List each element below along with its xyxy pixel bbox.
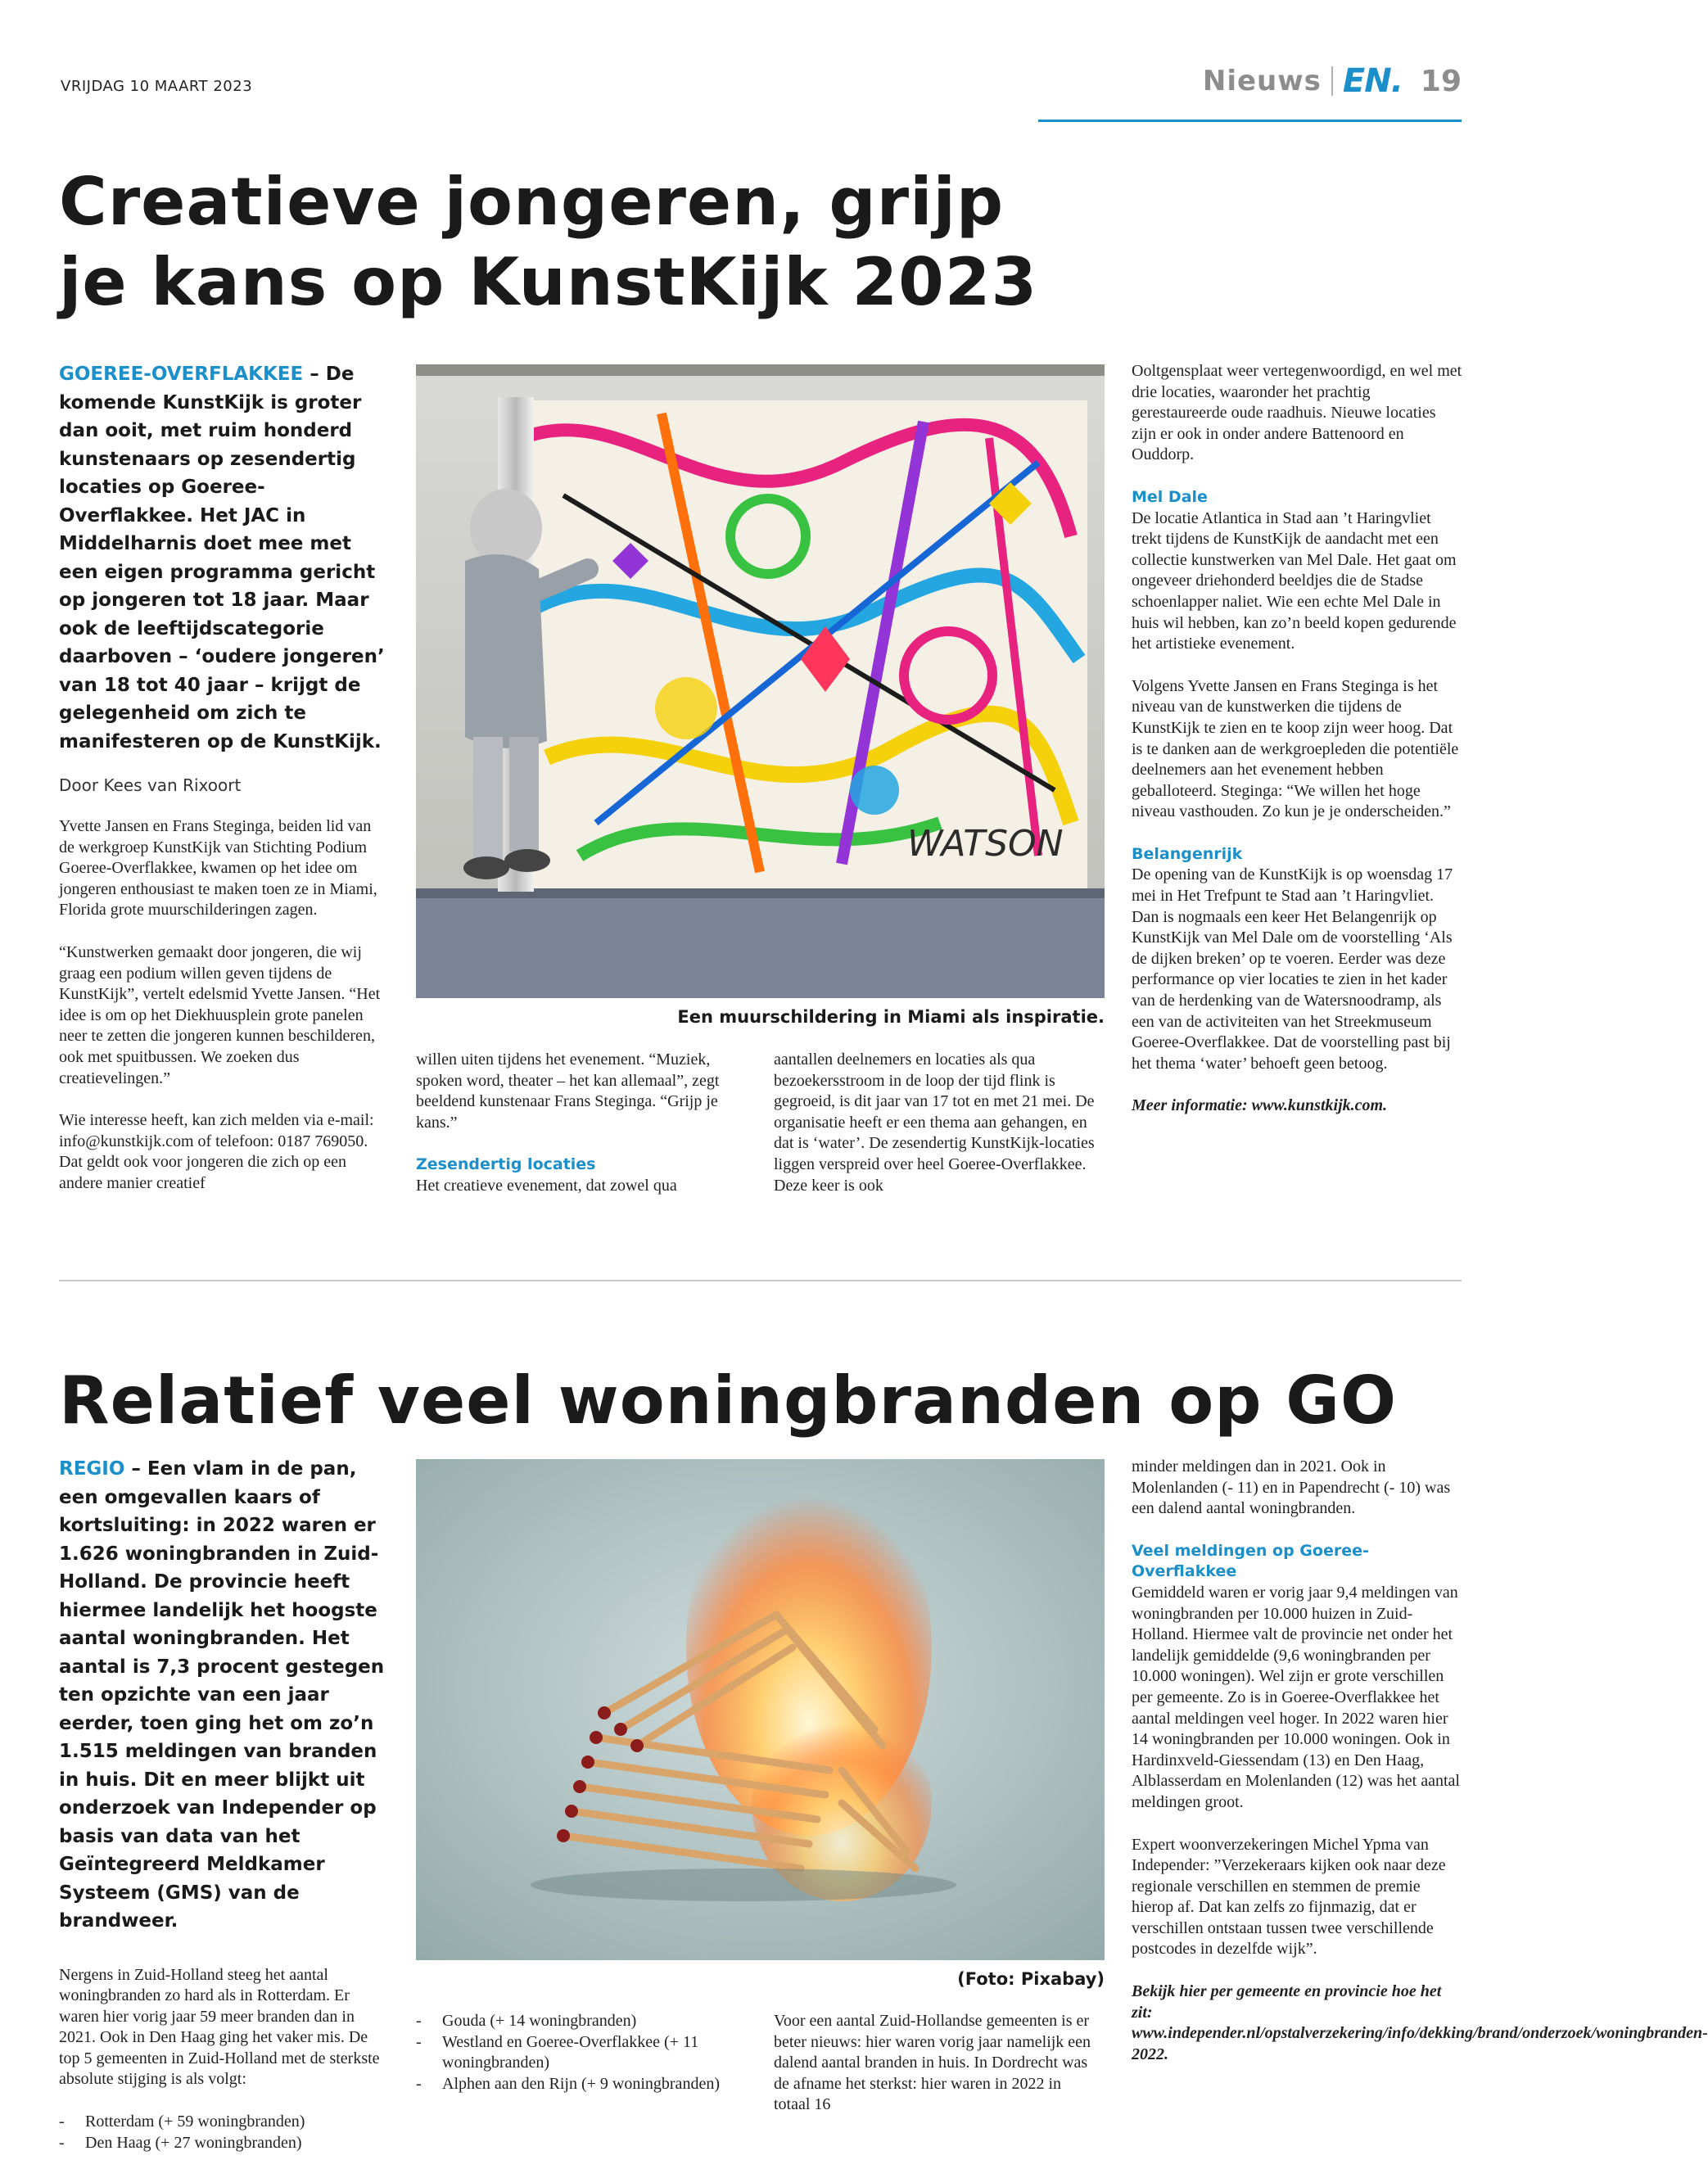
- article2-body-col1: [59, 1965, 386, 2154]
- article2-kicker: REGIO: [59, 1458, 125, 1480]
- list-item: - Rotterdam (+ 59 woningbranden): [59, 2112, 386, 2133]
- publication-logo: EN.: [1342, 62, 1403, 100]
- paragraph: minder meldingen dan in 2021. Ook in Molenlanden (- 11) en in Papendrecht (- 10) was een dalend aantal woningbranden.: [1132, 1457, 1451, 1518]
- page-header: [1203, 62, 1462, 100]
- svg-text:WATSON: WATSON: [907, 823, 1064, 865]
- issue-date: VRIJDAG 10 MAART 2023: [61, 78, 253, 95]
- article1-kicker: GOEREE-OVERFLAKKEE: [59, 364, 304, 385]
- headline-line1: Creatieve jongeren, grijp: [59, 164, 1005, 240]
- paragraph: Nergens in Zuid-Holland steeg het aantal woningbranden zo hard als in Rotterdam. Er waren hier vorig jaar 59 meer branden dan in 2021. Ook in Den Haag ging het vaker mis. De top 5 gemeenten in Zuid-Holland met de sterkste absolute stijging is als volgt:: [59, 1965, 380, 2089]
- list-item: - Gouda (+ 14 woningbranden): [416, 2011, 743, 2032]
- section-label: Nieuws: [1202, 65, 1322, 97]
- article-divider: [59, 1280, 1462, 1281]
- article1-body-col3: [774, 1050, 1101, 1196]
- burning-matches-photo: [416, 1459, 1105, 1960]
- article2-body-col2: [416, 2011, 743, 2094]
- paragraph: Ooltgensplaat weer vertegenwoordigd, en wel met drie locaties, waaronder het prachtig gerestaureerde oude raadhuis. Nieuwe locaties zijn er ook in onder andere Battenoord en Ouddorp.: [1132, 362, 1462, 464]
- subhead: Belangenrijk: [1132, 844, 1243, 863]
- article2-column1: [59, 1455, 386, 2153]
- matches-illustration: [416, 1459, 1105, 1960]
- paragraph: De opening van de KunstKijk is op woensdag 17 mei in Het Trefpunt te Stad aan ’t Haringvliet. Dan is nogmaals een keer Het Belangenrijk op KunstKijk van Mel Dale om de voorstelling ‘Als de dijken breken’ op te voeren. Eerder was deze performance op vier locaties te zien in het kader van de herdenking van de Watersnoodramp, als een van de activiteiten van het Streekmuseum Goeree-Overflakkee. Dat de voorstelling past bij het thema ‘water’ behoeft geen betoog.: [1132, 865, 1453, 1073]
- byline: Door Kees van Rixoort: [59, 775, 242, 795]
- article1-body-col4: [1132, 361, 1463, 1117]
- paragraph: Voor een aantal Zuid-Hollandse gemeenten is er beter nieuws: hier waren vorig jaar namelijk een dalend aantal branden in huis. In Dordrecht was de afname het sterkst: hier waren in 2022 in totaal 16: [774, 2012, 1091, 2114]
- image-caption-mural: Een muurschildering in Miami als inspiratie.: [677, 1007, 1105, 1027]
- more-info-link[interactable]: Meer informatie: www.kunstkijk.com.: [1132, 1096, 1388, 1115]
- article1-body-col1: [59, 816, 386, 1195]
- article2-body-col4: [1132, 1457, 1708, 2065]
- municipality-list: [416, 2011, 743, 2094]
- subhead: Zesendertig locaties: [416, 1155, 596, 1174]
- header-divider: [1331, 66, 1333, 96]
- article2-intro: REGIO – Een vlam in de pan, een omgevallen kaars of kortsluiting: in 2022 waren er 1.626 woningbranden in Zuid-Holland. De provincie heeft hiermee landelijk het hoogste aantal woningbranden. Het aantal is 7,3 procent gestegen ten opzichte van een jaar eerder, toen ging het om zo’n 1.515 meldingen van branden in huis. Dit en meer blijkt uit onderzoek van Independer op basis van data van het Geïntegreerd Meldkamer Systeem (GMS) van de brandweer.: [59, 1458, 385, 1932]
- article2-body-col3: [774, 2011, 1101, 2116]
- list-item: - Den Haag (+ 27 woningbranden): [59, 2133, 386, 2154]
- list-item: - Alphen aan den Rijn (+ 9 woningbranden): [416, 2074, 743, 2095]
- paragraph: Yvette Jansen en Frans Steginga, beiden lid van de werkgroep KunstKijk van Stichting Podium Goeree-Overflakkee, kwamen op het idee om jongeren enthousiast te maken toen ze in Miami, Florida grote muurschilderingen zagen.: [59, 817, 377, 920]
- subhead: Mel Dale: [1132, 487, 1208, 506]
- paragraph: Wie interesse heeft, kan zich melden via e-mail: info@kunstkijk.com of telefoon: 0187 769050. Dat geldt ook voor jongeren die zich op een andere manier creatief: [59, 1111, 374, 1192]
- article1-intro: GOEREE-OVERFLAKKEE – De komende KunstKijk is groter dan ooit, met ruim honderd kunstenaars op zesendertig locaties op Goeree-Overflakkee. Het JAC in Middelharnis doet mee met een eigen programma gericht op jongeren tot 18 jaar. Maar ook de leeftijdscategorie daarboven – ‘oudere jongeren’ van 18 tot 40 jaar – krijgt de gelegenheid om zich te manifesteren op de KunstKijk.: [59, 364, 385, 752]
- list-item: - Westland en Goeree-Overflakkee (+ 11 woningbranden): [416, 2032, 743, 2074]
- headline-line2: je kans op KunstKijk 2023: [59, 244, 1038, 320]
- paragraph: Expert woonverzekeringen Michel Ypma van Independer: ”Verzekeraars kijken ook naar deze regionale verschillen en stemmen de premie hierop af. Dat kan zelfs zo fijnmazig, dat er verschillen ontstaan tussen twee verschillende postcodes in dezelfde wijk”.: [1132, 1835, 1446, 1959]
- paragraph: willen uiten tijdens het evenement. “Muziek, spoken word, theater – het kan allemaal”, zegt beeldend kunstenaar Frans Steginga. “Grijp je kans.”: [416, 1051, 720, 1132]
- header-rule: [1038, 120, 1462, 122]
- paragraph: Het creatieve evenement, dat zowel qua: [416, 1176, 677, 1195]
- article1-column1: [59, 360, 386, 1195]
- paragraph: De locatie Atlantica in Stad aan ’t Haringvliet trekt tijdens de KunstKijk de aandacht met een collectie kunstwerken van Mel Dale. Het gaat om ongeveer driehonderd beeldjes die de Stadse schoenlapper naliet. Wie een echte Mel Dale in huis wil hebben, kan zo’n beeld kopen gedurende het artistieke evenement.: [1132, 508, 1457, 653]
- paragraph: Gemiddeld waren er vorig jaar 9,4 meldingen van woningbranden per 10.000 huizen in Zuid-Holland. Hiermee valt de provincie net onder het landelijk gemiddelde (9,6 woningbranden per 10.000 woningen). Wel zijn er grote verschillen per gemeente. Zo is in Goeree-Overflakkee het aantal meldingen veel hoger. In 2022 waren hier 14 woningbranden per 10.000 woningen. Ook in Hardinxveld-Giessendam (13) en Den Haag, Alblasserdam en Molenlanden (12) was het aantal meldingen groot.: [1132, 1583, 1460, 1811]
- more-info-link[interactable]: Bekijk hier per gemeente en provincie hoe het zit: www.independer.nl/opstalverzekering/info/dekking/brand/onderzoek/woningbranden-2022.: [1132, 1982, 1708, 2063]
- mural-illustration: [416, 364, 1105, 998]
- page-number: 19: [1420, 64, 1462, 98]
- mural-photo: [416, 364, 1105, 998]
- image-caption-matches: (Foto: Pixabay): [957, 1969, 1105, 1989]
- article1-body-col2: [416, 1050, 743, 1197]
- subhead: Veel meldingen op Goeree-Overflakkee: [1132, 1541, 1369, 1581]
- paragraph: Volgens Yvette Jansen en Frans Steginga is het niveau van de kunstwerken die tijdens de KunstKijk te zien en te koop zijn weer hoog. Dat is te danken aan de werkgroepleden die potentiële deelnemers aan het evenement hebben geballoteerd. Steginga: “We willen het hoge niveau vasthouden. Zo kun je je onderscheiden.”: [1132, 676, 1459, 821]
- municipality-list: [59, 2112, 386, 2153]
- article1-headline: [59, 162, 1042, 323]
- paragraph: “Kunstwerken gemaakt door jongeren, die wij graag een podium willen geven tijdens de KunstKijk”, vertelt edelsmid Yvette Jansen. “Het idee is om op het Diekhuusplein grote panelen neer te zetten die jongeren kunnen beschilderen, ook met spuitbussen. We zoeken dus creatievelingen.”: [59, 942, 381, 1087]
- article2-headline: Relatief veel woningbranden op GO: [59, 1362, 1397, 1439]
- paragraph: aantallen deelnemers en locaties als qua bezoekersstroom in de loop der tijd flink is gegroeid, is dit jaar van 17 tot en met 21 mei. De organisatie heeft er een thema aan gehangen, en dat is ‘water’. De zesendertig KunstKijk-locaties liggen verspreid over heel Goeree-Overflakkee. Deze keer is ook: [774, 1051, 1095, 1195]
